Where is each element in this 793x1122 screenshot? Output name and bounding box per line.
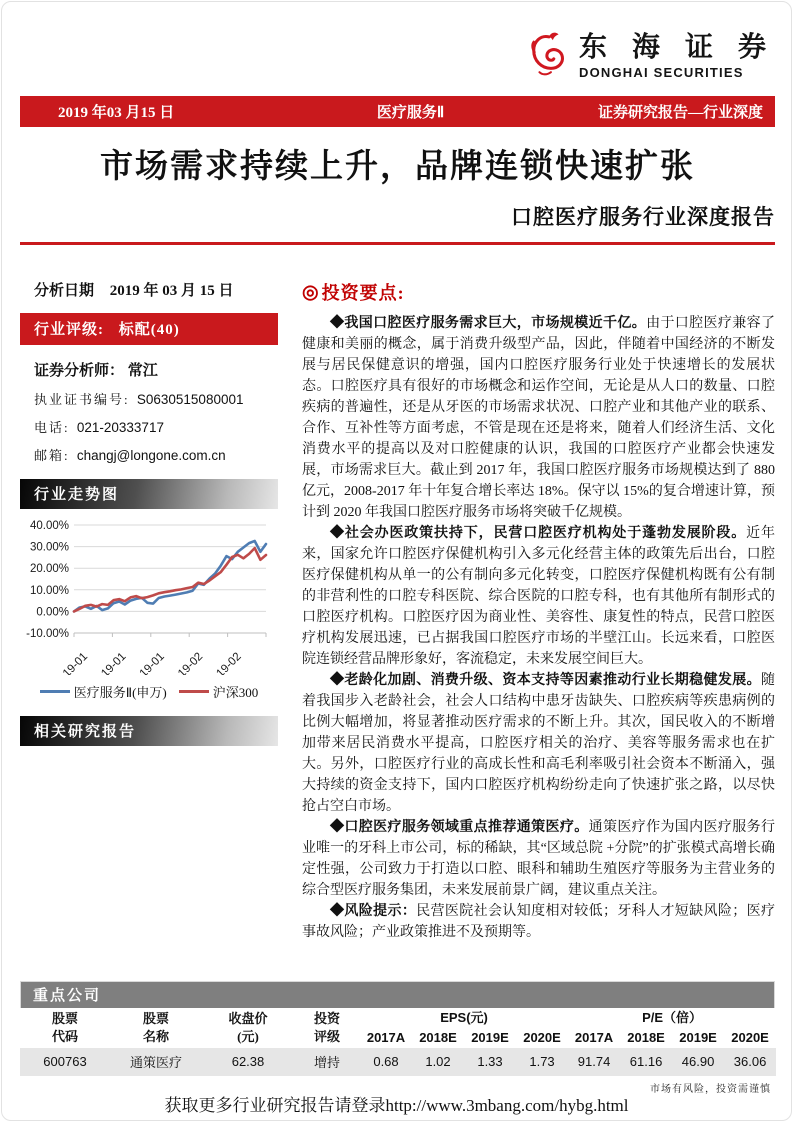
analysis-date-row — [20, 279, 278, 300]
brand-name-en: DONGHAI SECURITIES — [578, 65, 744, 80]
svg-text:10.00%: 10.00% — [29, 584, 69, 597]
col-header-stock-code: 股票 代码 — [51, 1011, 78, 1044]
highlights-list — [302, 313, 775, 943]
pe-year-2020e: 2020E — [731, 1030, 769, 1045]
rating-value: 标配(40) — [118, 322, 180, 338]
legend-line-swatch — [179, 690, 209, 693]
col-group-eps: EPS(元) — [440, 1010, 488, 1025]
highlight-paragraph — [302, 313, 775, 523]
svg-text:19-02: 19-02 — [214, 650, 244, 675]
legend-label: 沪深300 — [212, 685, 259, 700]
eps-year-2020e: 2020E — [523, 1030, 561, 1045]
analyst-name: 常江 — [127, 363, 158, 379]
legend-item — [179, 682, 259, 701]
highlight-paragraph — [302, 670, 775, 817]
trend-chart-canvas — [20, 517, 272, 675]
highlight-lead: ◆老龄化加剧、消费升级、资本支持等因素推动行业长期稳健发展。 — [330, 673, 761, 688]
chart-legend — [20, 682, 278, 701]
sidebar — [20, 279, 278, 746]
key-companies-table — [20, 1008, 776, 1076]
highlight-body: 通策医疗作为国内医疗服务行业唯一的牙科上市公司，标的稀缺，其“区域总院 +分院”的扩张模式高增长确定性强，公司致力于打造以口腔、眼科和辅助生殖医疗等服务为主营业务的综合型医疗服务集团，未来发展前景广阔，建议重点关注。 — [302, 820, 776, 898]
cell-eps-2020e: 1.73 — [529, 1054, 555, 1069]
phone-value: 021-20333717 — [76, 420, 164, 435]
cell-eps-2019e: 1.33 — [477, 1054, 503, 1069]
investment-highlights — [302, 279, 775, 943]
svg-text:20.00%: 20.00% — [29, 563, 69, 576]
cell-pe-2020e: 36.06 — [733, 1054, 767, 1069]
industry-rating-banner — [20, 313, 278, 345]
col-group-pe: P/E（倍） — [642, 1010, 703, 1025]
related-reports-section-header: 相关研究报告 — [20, 716, 278, 746]
highlight-body: 近年来，国家允许口腔医疗保健机构引入多元化经营主体的政策先后出台，口腔医疗保健机构从单一的公有制向多元化转变，口腔医疗保健机构既有公有制的非营利性的口腔专科医院、综合医院的口腔专科，也有其他所有制形式的口腔医疗机构。口腔医疗因为商业性、美容性、康复性的特点，民营口腔医疗机构发展迅速，已占据我国口腔医疗市场的半壁江山。长远来看，口腔医院连锁经营品牌形象好，客流稳定，未来发展空间巨大。 — [302, 526, 776, 667]
cell-pe-2018e: 61.16 — [629, 1054, 663, 1069]
brand-logo — [528, 24, 775, 90]
svg-text:19-01: 19-01 — [137, 650, 167, 675]
report-type: 证券研究报告—行业深度 — [598, 105, 764, 121]
report-subtitle: 口腔医疗服务行业深度报告 — [511, 205, 775, 229]
highlight-body: 民营医院社会认知度相对较低；牙科人才短缺风险；医疗事故风险；产业政策推进不及预期等。 — [302, 904, 776, 940]
col-header-stock-name: 股票 名称 — [142, 1011, 169, 1044]
report-date: 2019 年03 月15 日 — [58, 105, 175, 121]
report-sector: 医疗服务Ⅱ — [376, 105, 445, 121]
industry-chart-section-header: 行业走势图 — [20, 479, 278, 509]
report-page — [20, 0, 775, 1076]
cell-close-price: 62.38 — [231, 1054, 265, 1069]
pe-year-2018e: 2018E — [627, 1030, 665, 1045]
svg-text:0.00%: 0.00% — [36, 606, 69, 619]
double-circle-icon: ◎ — [302, 281, 320, 303]
legend-line-swatch — [40, 690, 70, 693]
highlight-lead: ◆口腔医疗服务领域重点推荐通策医疗。 — [330, 820, 589, 835]
legend-label: 医疗服务Ⅱ(申万) — [73, 685, 167, 700]
analysis-date-label: 分析日期 — [34, 283, 95, 299]
pe-year-2019e: 2019E — [679, 1030, 717, 1045]
report-title: 市场需求持续上升，品牌连锁快速扩张 — [100, 149, 695, 185]
highlights-heading — [302, 279, 775, 305]
highlight-paragraph — [302, 901, 775, 943]
rating-label: 行业评级: — [34, 322, 104, 338]
eps-year-2017a: 2017A — [366, 1030, 406, 1045]
highlight-lead: ◆风险提示： — [330, 904, 417, 919]
cell-pe-2017a: 91.74 — [577, 1054, 611, 1069]
highlight-body: 由于口腔医疗兼容了健康和美丽的概念，属于消费升级型产品，因此，伴随着中国经济的不断发展与居民保健意识的增强，国内口腔医疗服务行业处于快速增长的发展状态。口腔医疗具有很好的市场概念和运作空间，无论是从人口的数量、口腔疾病的普遍性，还是从牙医的市场需求状况、口腔产业和其他产业的联系、合作、互补性等方面考虑，不管是现在还是将来，随着人们经济生活、文化消费水平的提高以及对口腔健康的认识，我国的口腔医疗产业都会快速发展，市场需求巨大。截止到 2017 年，我国口腔医疗服务市场规模达到了 880 亿元，2008-2017 年十年复合增长率达 18%。保守以 15%的复合增速计算，预计到 2020 年我国口腔医疗服务市场将突破千亿规模。 — [302, 316, 776, 520]
title-divider — [20, 242, 775, 245]
highlight-lead: ◆我国口腔医疗服务需求巨大，市场规模近千亿。 — [330, 316, 647, 331]
highlights-heading-text: 投资要点: — [321, 283, 405, 303]
col-header-rating: 投资 评级 — [313, 1011, 340, 1044]
table-row — [20, 1048, 776, 1076]
cell-eps-2017a: 0.68 — [373, 1054, 399, 1069]
svg-text:19-01: 19-01 — [60, 650, 91, 675]
industry-trend-chart — [20, 517, 278, 701]
legend-item — [40, 682, 167, 701]
email-label: 邮箱: — [34, 448, 70, 463]
svg-text:19-02: 19-02 — [176, 650, 206, 675]
dragon-logo-icon — [528, 29, 570, 86]
email-row — [20, 445, 278, 464]
highlight-lead: ◆社会办医政策扶持下，民营口腔医疗机构处于蓬勃发展阶段。 — [330, 526, 747, 541]
highlight-paragraph — [302, 817, 775, 901]
cell-rating: 增持 — [313, 1055, 340, 1070]
cert-label: 执业证书编号: — [34, 392, 130, 407]
phone-label: 电话: — [34, 420, 70, 435]
header — [20, 24, 775, 90]
pe-year-2017a: 2017A — [574, 1030, 614, 1045]
promo-link[interactable]: 获取更多行业研究报告请登录http://www.3mbang.com/hybg.html — [164, 1096, 629, 1115]
svg-text:19-01: 19-01 — [99, 650, 129, 675]
svg-text:40.00%: 40.00% — [29, 520, 69, 532]
svg-text:30.00%: 30.00% — [29, 541, 69, 554]
key-companies-section — [20, 981, 775, 1076]
analyst-label: 证券分析师： — [34, 363, 125, 379]
cell-stock-name: 通策医疗 — [129, 1055, 182, 1070]
brand-name-cn: 东 海 证 券 — [578, 32, 775, 63]
highlight-body: 随着我国步入老龄社会，社会人口结构中患牙齿缺失、口腔疾病等疾患病例的比例大幅增加，将显著推动医疗需求的不断上升。其次，国民收入的不断增加带来居民消费水平提高，口腔医疗相关的治疗、美容等服务需求也在扩大。另外，口腔医疗行业的高成长性和高毛利率吸引社会资本不断涌入，强大持续的资金支持下，国内口腔医疗机构纷纷走向了快速扩张之路，以尽快抢占空白市场。 — [302, 673, 775, 814]
cell-eps-2018e: 1.02 — [425, 1054, 451, 1069]
phone-row — [20, 417, 278, 436]
cell-pe-2019e: 46.90 — [681, 1054, 715, 1069]
eps-year-2019e: 2019E — [471, 1030, 509, 1045]
analyst-row — [20, 359, 278, 380]
col-header-close-price: 收盘价 (元) — [228, 1011, 268, 1044]
table-caption: 重点公司 — [20, 981, 775, 1008]
eps-year-2018e: 2018E — [419, 1030, 457, 1045]
cert-row — [20, 389, 278, 408]
report-info-bar — [20, 96, 775, 127]
svg-text:-10.00%: -10.00% — [26, 628, 69, 640]
email-value[interactable]: changj@longone.com.cn — [76, 448, 226, 463]
risk-disclaimer: 市场有风险，投资需谨慎 — [650, 1084, 771, 1095]
highlight-paragraph — [302, 523, 775, 670]
cert-value: S0630515080001 — [136, 392, 244, 407]
analysis-date-value: 2019 年 03 月 15 日 — [109, 283, 234, 299]
brand-name — [579, 34, 775, 80]
cell-stock-code: 600763 — [43, 1054, 87, 1069]
